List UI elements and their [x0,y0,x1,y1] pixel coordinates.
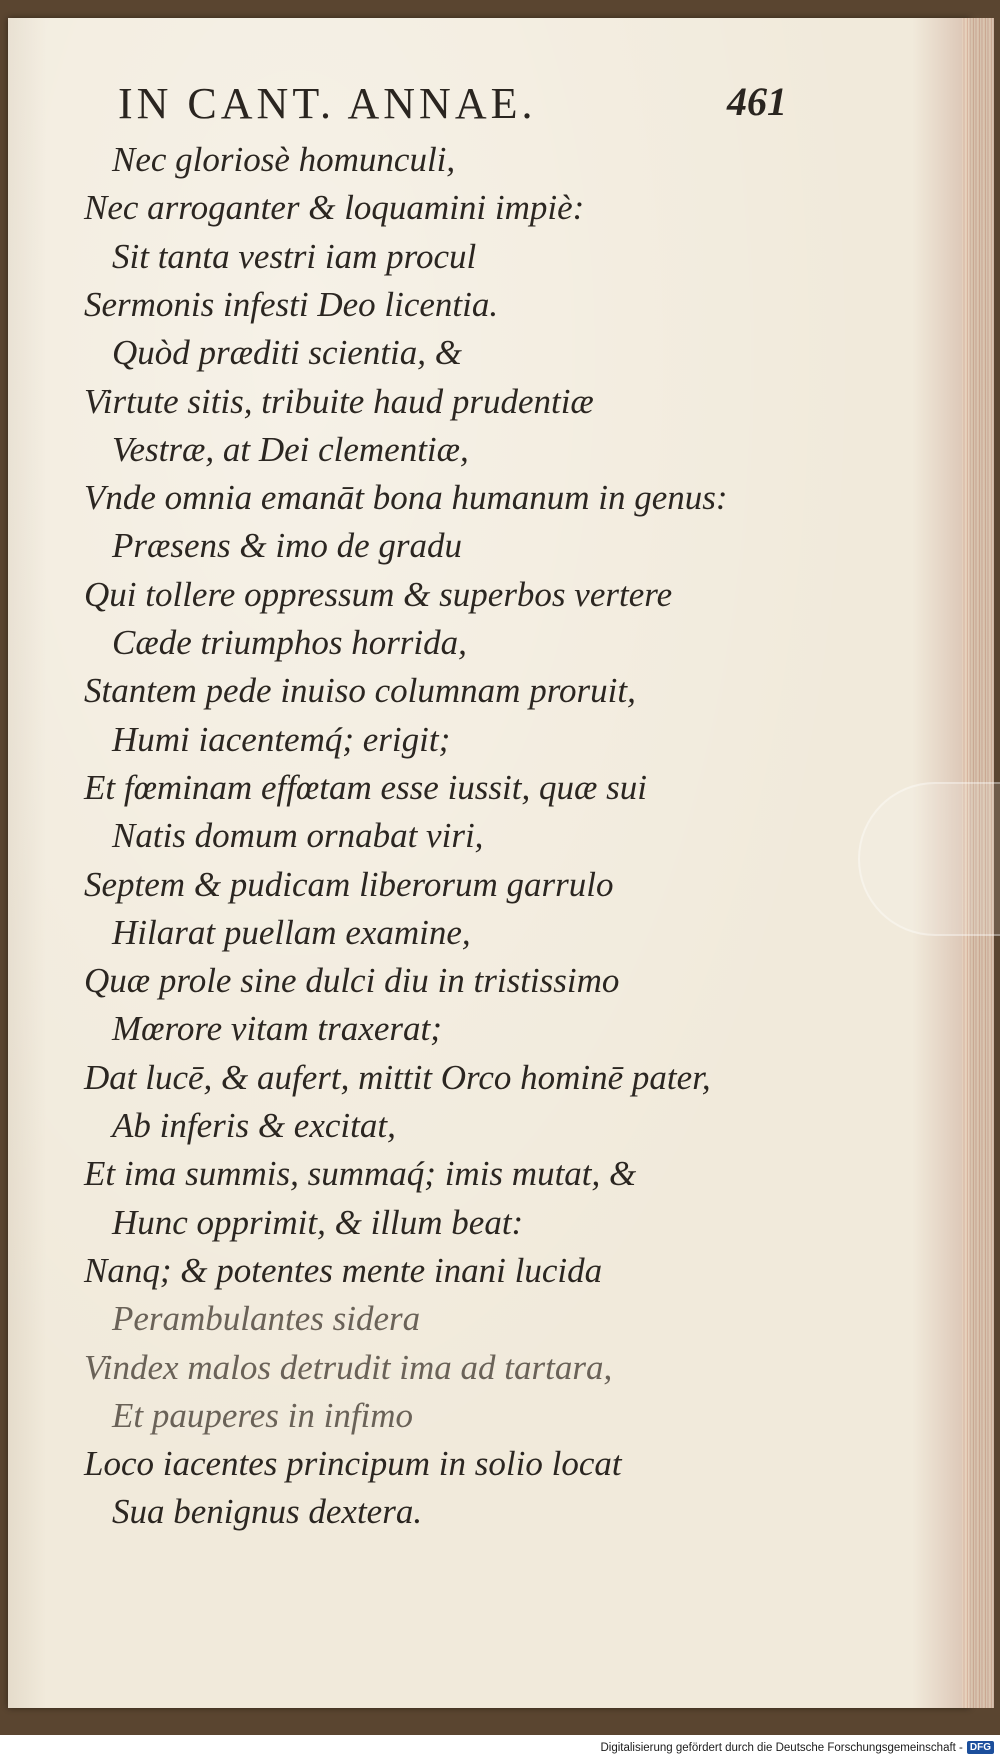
verse-line: Hilarat puellam examine, [112,913,471,952]
verse-line: Et ima summis, summaq́; imis mutat, & [84,1154,637,1193]
verse-line: Nec arroganter & loquamini impiè: [84,188,585,227]
dfg-logo-icon[interactable]: DFG [967,1741,994,1754]
verse-line: Ab inferis & excitat, [112,1106,396,1145]
verse-line: Virtute sitis, tribuite haud prudentiæ [84,382,594,421]
verse-line: Et pauperes in infimo [112,1396,414,1435]
verse-line: Cæde triumphos horrida, [112,623,467,662]
verse-line: Septem & pudicam liberorum garrulo [84,865,614,904]
verse-line: Nec gloriosè homunculi, [112,140,456,179]
verse-line: Sermonis infesti Deo licentia. [84,285,499,324]
digitization-credit [600,1741,994,1754]
running-head: IN CANT. ANNAE. [118,79,537,128]
verse-line: Et fœminam effœtam esse iussit, quæ sui [84,768,647,807]
verse-line: Quòd præditi scientia, & [112,333,462,372]
verse-line: Vnde omnia emanāt bona humanum in genus: [84,478,728,517]
verse-line: Sua benignus dextera. [112,1492,423,1531]
verse-line: Mœrore vitam traxerat; [112,1009,442,1048]
verse-line: Vindex malos detrudit ima ad tartara, [84,1348,613,1387]
verse-line: Loco iacentes principum in solio locat [84,1444,622,1483]
verse-line: Præsens & imo de gradu [112,526,462,565]
verse-line: Stantem pede inuiso columnam proruit, [84,671,636,710]
thumb-glare [858,782,1000,936]
verse-line: Vestræ, at Dei clementiæ, [112,430,469,469]
verse-line: Quæ prole sine dulci diu in tristissimo [84,961,620,1000]
verse-line: Perambulantes sidera [112,1299,421,1338]
verse-line: Hunc opprimit, & illum beat: [112,1203,524,1242]
credit-text: Digitalisierung gefördert durch die Deutsche Forschungsgemeinschaft - [600,1741,963,1754]
page-number: 461 [727,79,787,124]
verse-line: Sit tanta vestri iam procul [112,237,477,276]
verse-line: Dat lucē, & aufert, mittit Orco hominē pater, [84,1058,711,1097]
verse-line: Nanq; & potentes mente inani lucida [84,1251,603,1290]
verse-line: Qui tollere oppressum & superbos vertere [84,575,673,614]
verse-line: Humi iacentemq́; erigit; [112,720,451,759]
verse-line: Natis domum ornabat viri, [112,816,484,855]
